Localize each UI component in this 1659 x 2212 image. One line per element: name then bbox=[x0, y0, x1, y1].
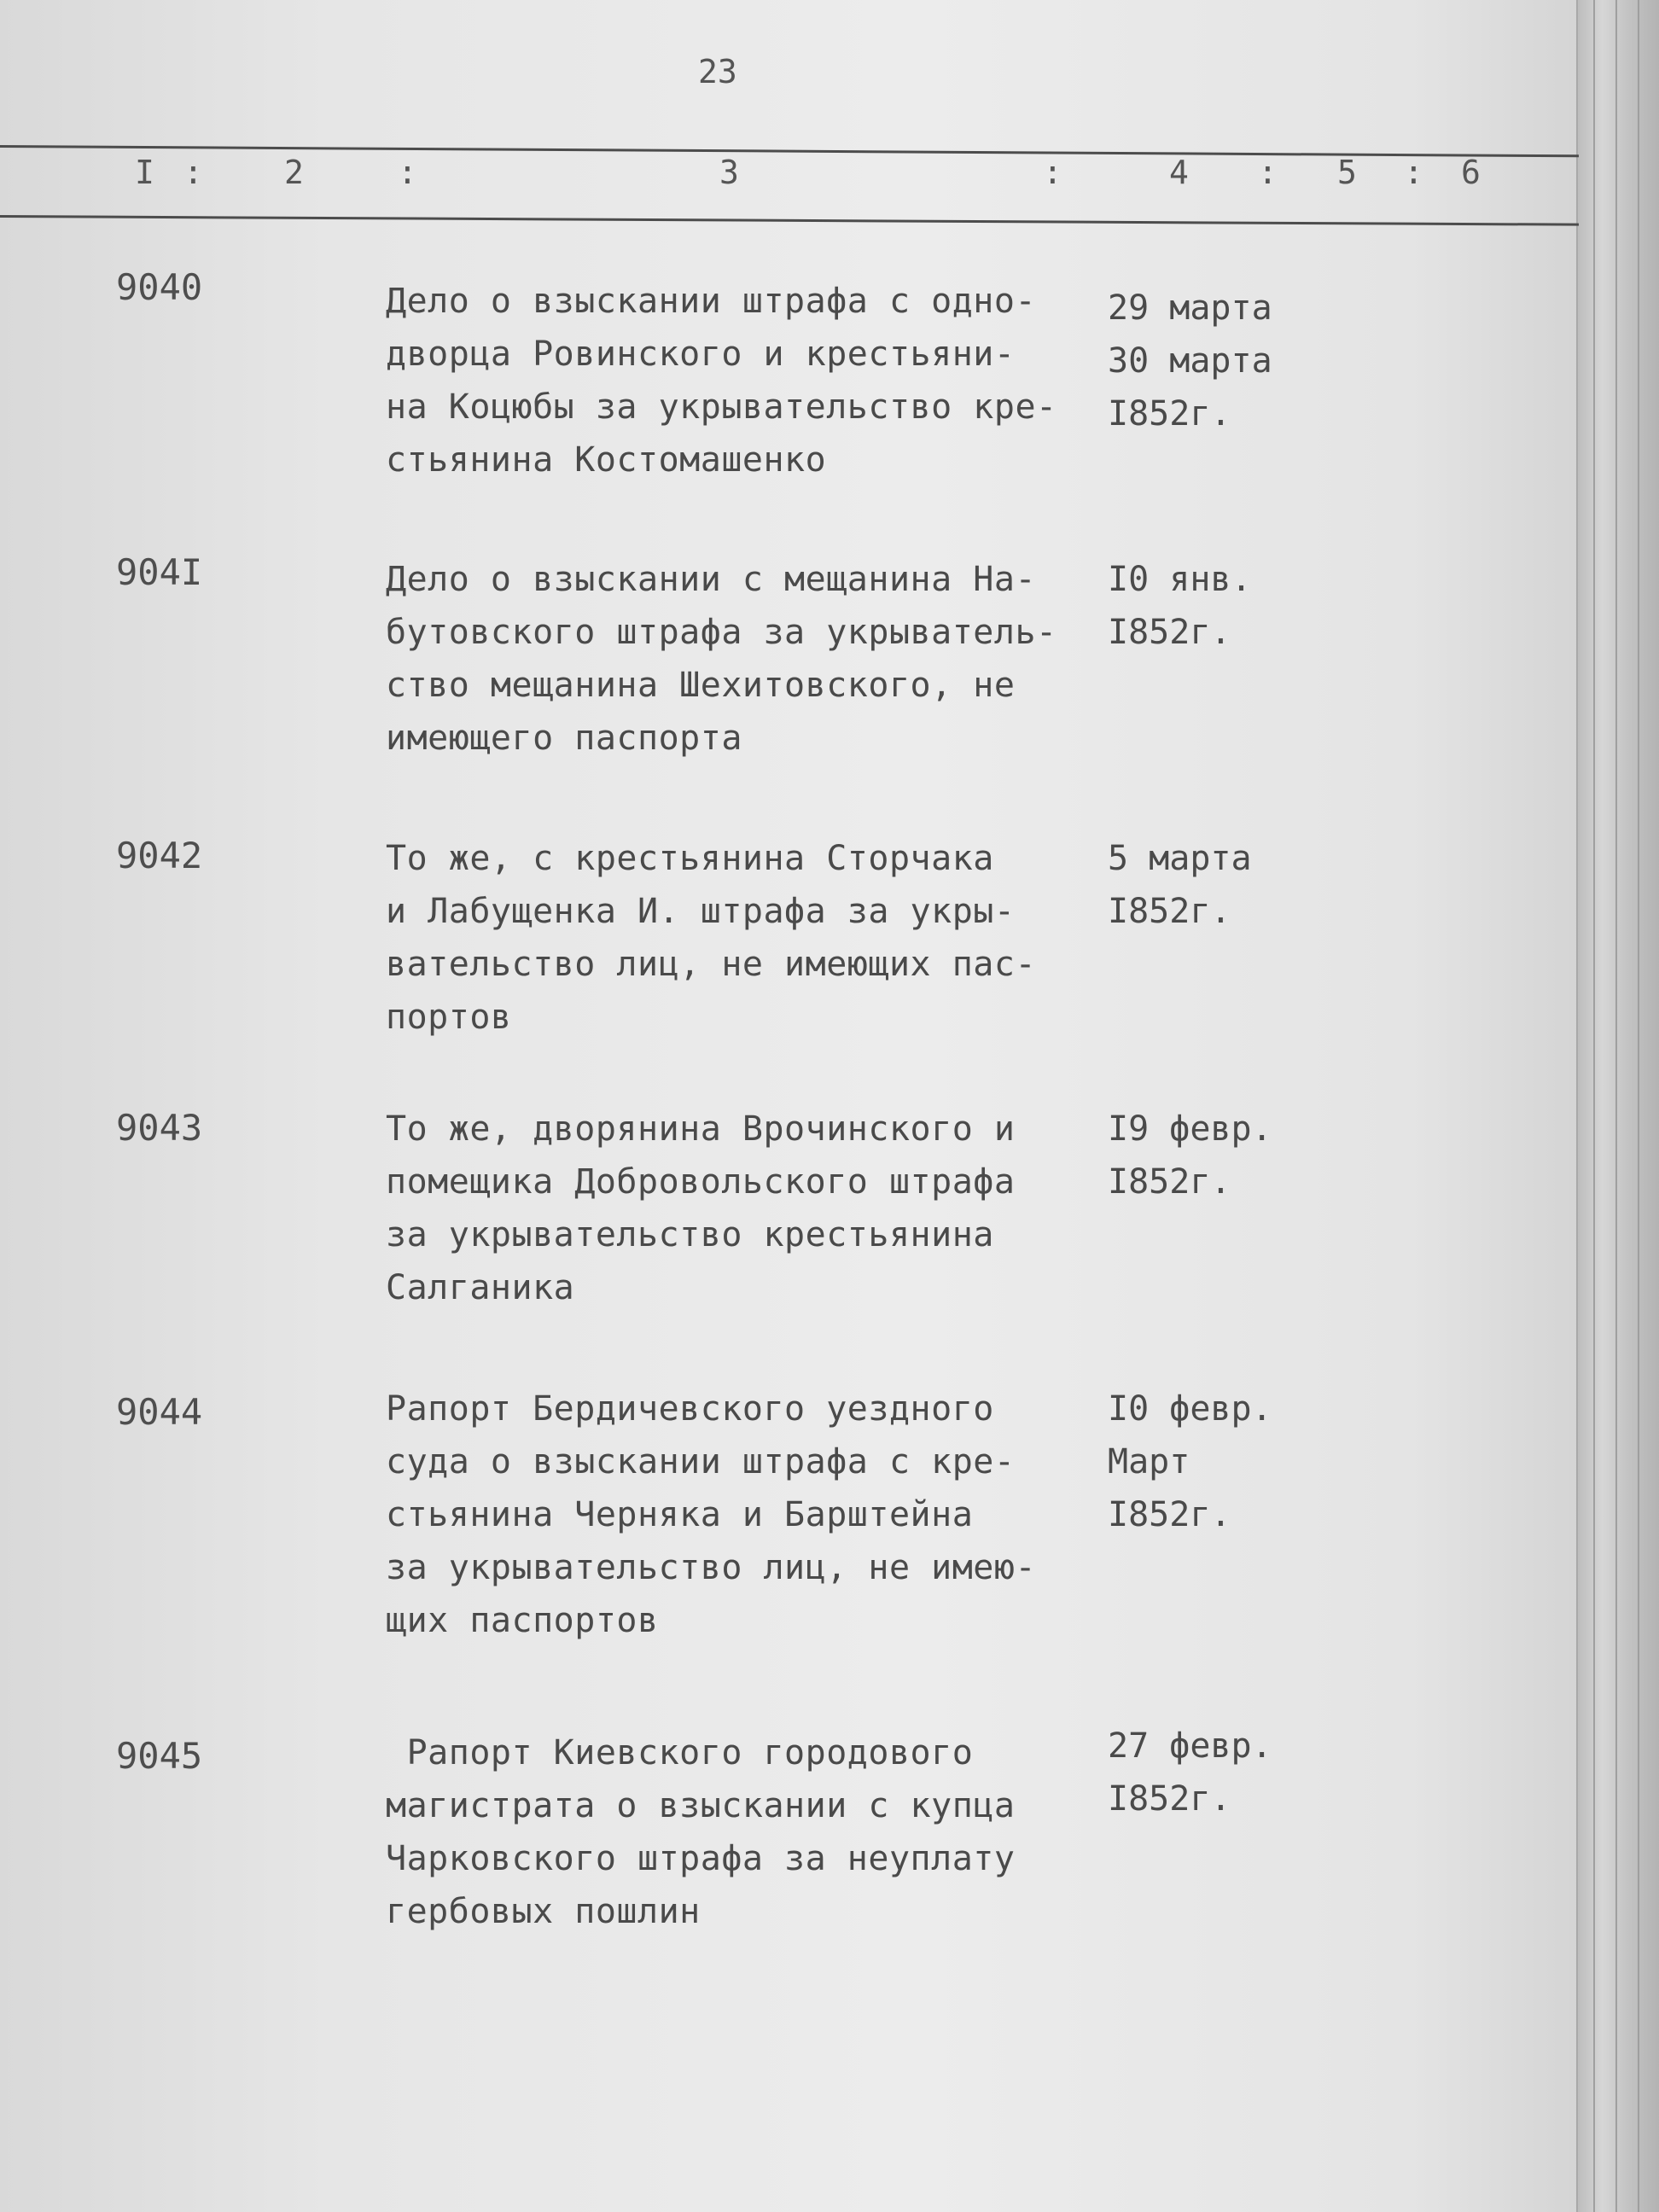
description-line: щих паспортов bbox=[386, 1601, 659, 1640]
description-line: суда о взыскании штрафа с кре- bbox=[386, 1442, 1016, 1481]
date-line: I852г. bbox=[1108, 1779, 1231, 1819]
description-line: гербовых пошлин bbox=[386, 1892, 701, 1931]
column-header-4: 4 bbox=[1169, 154, 1189, 191]
column-header-5: 5 bbox=[1337, 154, 1357, 191]
header-rule-bottom bbox=[0, 215, 1579, 226]
entry-dates bbox=[1108, 832, 1330, 938]
date-line: I852г. bbox=[1108, 1162, 1231, 1202]
date-line: 30 марта bbox=[1108, 341, 1272, 381]
entry-number: 9043 bbox=[116, 1107, 203, 1149]
entry-dates bbox=[1108, 282, 1330, 440]
description-line: Чарковского штрафа за неуплату bbox=[386, 1839, 1016, 1878]
description-line: магистрата о взыскании с купца bbox=[386, 1786, 1016, 1825]
description-line: за укрывательство крестьянина bbox=[386, 1215, 994, 1254]
description-line: Рапорт Киевского городового bbox=[386, 1733, 974, 1773]
column-header-separator: : bbox=[398, 154, 417, 191]
entry-description bbox=[386, 1726, 1094, 1938]
entry-number: 9042 bbox=[116, 835, 203, 876]
column-header-3: 3 bbox=[719, 154, 739, 191]
date-line: 5 марта bbox=[1108, 839, 1252, 878]
description-line: То же, с крестьянина Сторчака bbox=[386, 839, 994, 878]
description-line: стьянина Костомашенко bbox=[386, 440, 827, 480]
date-line: I852г. bbox=[1108, 613, 1231, 652]
date-line: I852г. bbox=[1108, 1495, 1231, 1534]
description-line: вательство лиц, не имеющих пас- bbox=[386, 945, 1037, 984]
column-header-separator: : bbox=[1404, 154, 1423, 191]
column-header-1: I bbox=[135, 154, 154, 191]
entry-description bbox=[386, 1103, 1094, 1314]
column-header-separator: : bbox=[183, 154, 203, 191]
date-line: I852г. bbox=[1108, 892, 1231, 931]
date-line: I0 янв. bbox=[1108, 560, 1252, 599]
stacked-page-edges bbox=[1576, 0, 1659, 2212]
description-line: Дело о взыскании штрафа с одно- bbox=[386, 282, 1037, 321]
entry-description bbox=[386, 832, 1094, 1044]
date-line: Март bbox=[1108, 1442, 1190, 1481]
entry-dates bbox=[1108, 1103, 1330, 1208]
description-line: стьянина Черняка и Барштейна bbox=[386, 1495, 974, 1534]
date-line: I852г. bbox=[1108, 394, 1231, 434]
column-header-6: 6 bbox=[1461, 154, 1481, 191]
description-line: имеющего паспорта bbox=[386, 719, 742, 758]
description-line: Дело о взыскании с мещанина На- bbox=[386, 560, 1037, 599]
column-header-separator: : bbox=[1258, 154, 1278, 191]
description-line: помещика Добровольского штрафа bbox=[386, 1162, 1016, 1202]
entry-number: 904I bbox=[116, 551, 203, 593]
description-line: Салганика bbox=[386, 1268, 575, 1307]
column-header-2: 2 bbox=[284, 154, 304, 191]
description-line: портов bbox=[386, 998, 512, 1037]
description-line: дворца Ровинского и крестьяни- bbox=[386, 335, 1016, 374]
description-line: бутовского штрафа за укрыватель- bbox=[386, 613, 1057, 652]
entry-number: 9040 bbox=[116, 266, 203, 308]
description-line: и Лабущенка И. штрафа за укры- bbox=[386, 892, 1016, 931]
entry-description bbox=[386, 275, 1094, 486]
description-line: на Коцюбы за укрывательство кре- bbox=[386, 387, 1057, 427]
entry-dates bbox=[1108, 1382, 1330, 1541]
entry-description bbox=[386, 1382, 1094, 1647]
description-line: То же, дворянина Врочинского и bbox=[386, 1109, 1016, 1149]
date-line: I9 февр. bbox=[1108, 1109, 1272, 1149]
entry-number: 9044 bbox=[116, 1391, 203, 1433]
entry-description bbox=[386, 553, 1094, 765]
description-line: ство мещанина Шехитовского, не bbox=[386, 666, 1016, 705]
description-line: Рапорт Бердичевского уездного bbox=[386, 1389, 994, 1429]
entry-dates bbox=[1108, 553, 1330, 659]
date-line: I0 февр. bbox=[1108, 1389, 1272, 1429]
date-line: 27 февр. bbox=[1108, 1726, 1272, 1766]
page-number: 23 bbox=[698, 53, 737, 90]
entry-dates bbox=[1108, 1720, 1330, 1825]
date-line: 29 марта bbox=[1108, 288, 1272, 328]
column-header-separator: : bbox=[1043, 154, 1062, 191]
description-line: за укрывательство лиц, не имею- bbox=[386, 1548, 1037, 1587]
entry-number: 9045 bbox=[116, 1735, 203, 1777]
